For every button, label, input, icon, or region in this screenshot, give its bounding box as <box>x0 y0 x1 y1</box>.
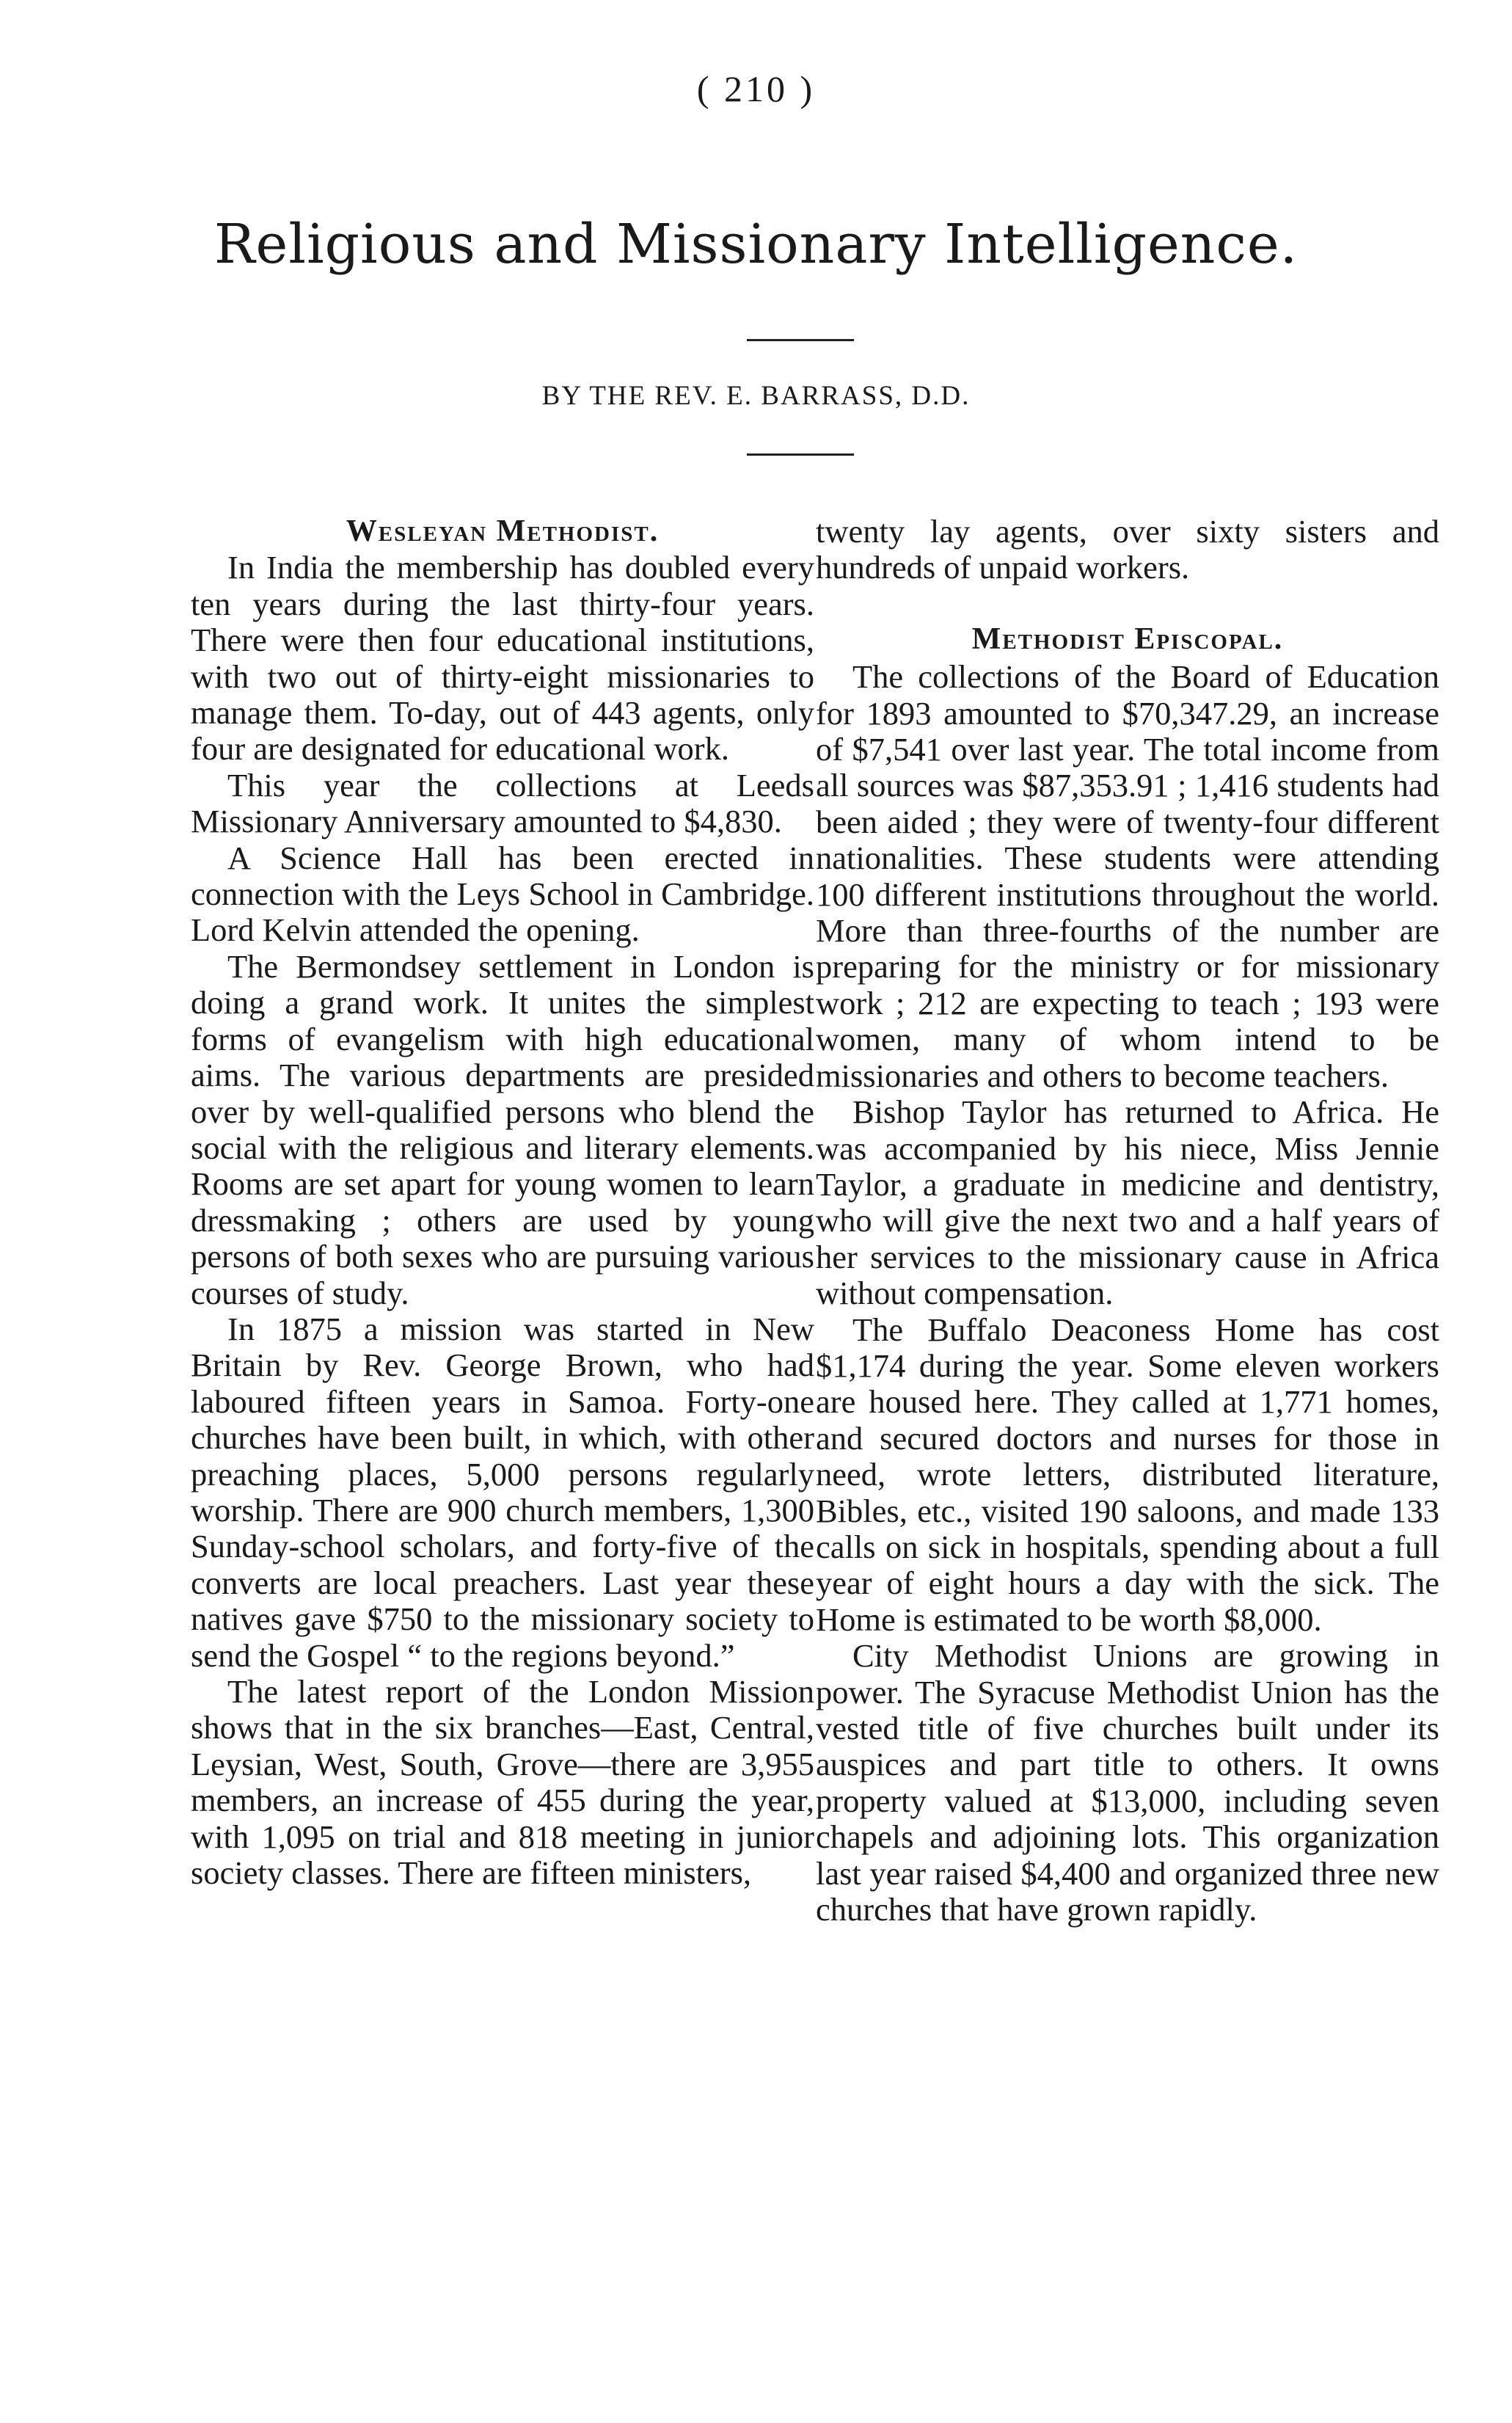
paragraph: City Methodist Unions are growing in power. The Syracuse Methodist Union has the vested title of five churches built under its auspices and part title to others. It owns property valued at $13,000, including seven chapels and adjoining lots. This organization last year raised $4,400 and organized three new churches that have grown rapidly. <box>816 1637 1439 1928</box>
left-column <box>191 514 814 1891</box>
paragraph: A Science Hall has been erected in connection with the Leys School in Cambridge. Lord Kelvin attended the opening. <box>191 839 814 949</box>
right-column <box>816 514 1439 1928</box>
author-byline: BY THE REV. E. BARRASS, D.D. <box>541 381 971 411</box>
title-divider-top <box>747 339 854 341</box>
paragraph: The collections of the Board of Education for 1893 amounted to $70,347.29, an increase of $7,541 over last year. The total income from all sources was $87,353.91 ; 1,416 students had been aided ; they were of twenty-four different nationalities. These students were attending 100 different institutions throughout the world. More than three-fourths of the number are preparing for the ministry or for missionary work ; 212 are expecting to teach ; 193 were women, many of whom intend to be missionaries and others to become teachers. <box>816 658 1439 1094</box>
paragraph-continuation: twenty lay agents, over sixty sisters and hundreds of unpaid workers. <box>816 513 1439 586</box>
section-heading-episcopal: Methodist Episcopal. <box>971 622 1284 656</box>
paragraph: The latest report of the London Mission shows that in the six branches—East, Central, Leysian, West, South, Grove—there are 3,955 members, an increase of 455 during the year, with 1,095 on trial and 818 meeting in junior society classes. There are fifteen ministers, <box>191 1673 814 1892</box>
page-number: ( 210 ) <box>696 68 816 109</box>
paragraph: In India the membership has doubled every ten years during the last thirty-four years. There were then four educational institutions, with two out of thirty-eight missionaries to manage them. To-day, out of 443 agents, only four are designated for educational work. <box>191 549 814 768</box>
title-divider-bottom <box>747 453 854 456</box>
paragraph: Bishop Taylor has returned to Africa. He was accompanied by his niece, Miss Jennie Taylor, a graduate in medicine and dentistry, who will give the next two and a half years of her services to the missionary cause in Africa without compensation. <box>816 1093 1439 1312</box>
page-title: Religious and Missionary Intelligence. <box>213 213 1299 276</box>
paragraph: In 1875 a mission was started in New Britain by Rev. George Brown, who had laboured fifteen years in Samoa. Forty-one churches have been built, in which, with other preaching places, 5,000 persons regularly worship. There are 900 church members, 1,300 Sunday-school scholars, and forty-five of the converts are local preachers. Last year these natives gave $750 to the missionary society to send the Gospel “ to the regions beyond.” <box>191 1310 814 1674</box>
paragraph: This year the collections at Leeds Missionary Anniversary amounted to $4,830. <box>191 766 814 840</box>
paragraph: The Bermondsey settlement in London is doing a grand work. It unites the simplest forms of evangelism with high educational aims. The various departments are presided over by well-qualified persons who blend the social with the religious and literary elements. Rooms are set apart for young women to learn dressmaking ; others are used by young persons of both sexes who are pursuing various courses of study. <box>191 947 814 1311</box>
section-heading-wesleyan: Wesleyan Methodist. <box>346 514 660 548</box>
paragraph: The Buffalo Deaconess Home has cost $1,174 during the year. Some eleven workers are housed here. They called at 1,771 homes, and secured doctors and nurses for those in need, wrote letters, distributed literature, Bibles, etc., visited 190 saloons, and made 133 calls on sick in hospitals, spending about a full year of eight hours a day with the sick. The Home is estimated to be worth $8,000. <box>816 1311 1439 1638</box>
